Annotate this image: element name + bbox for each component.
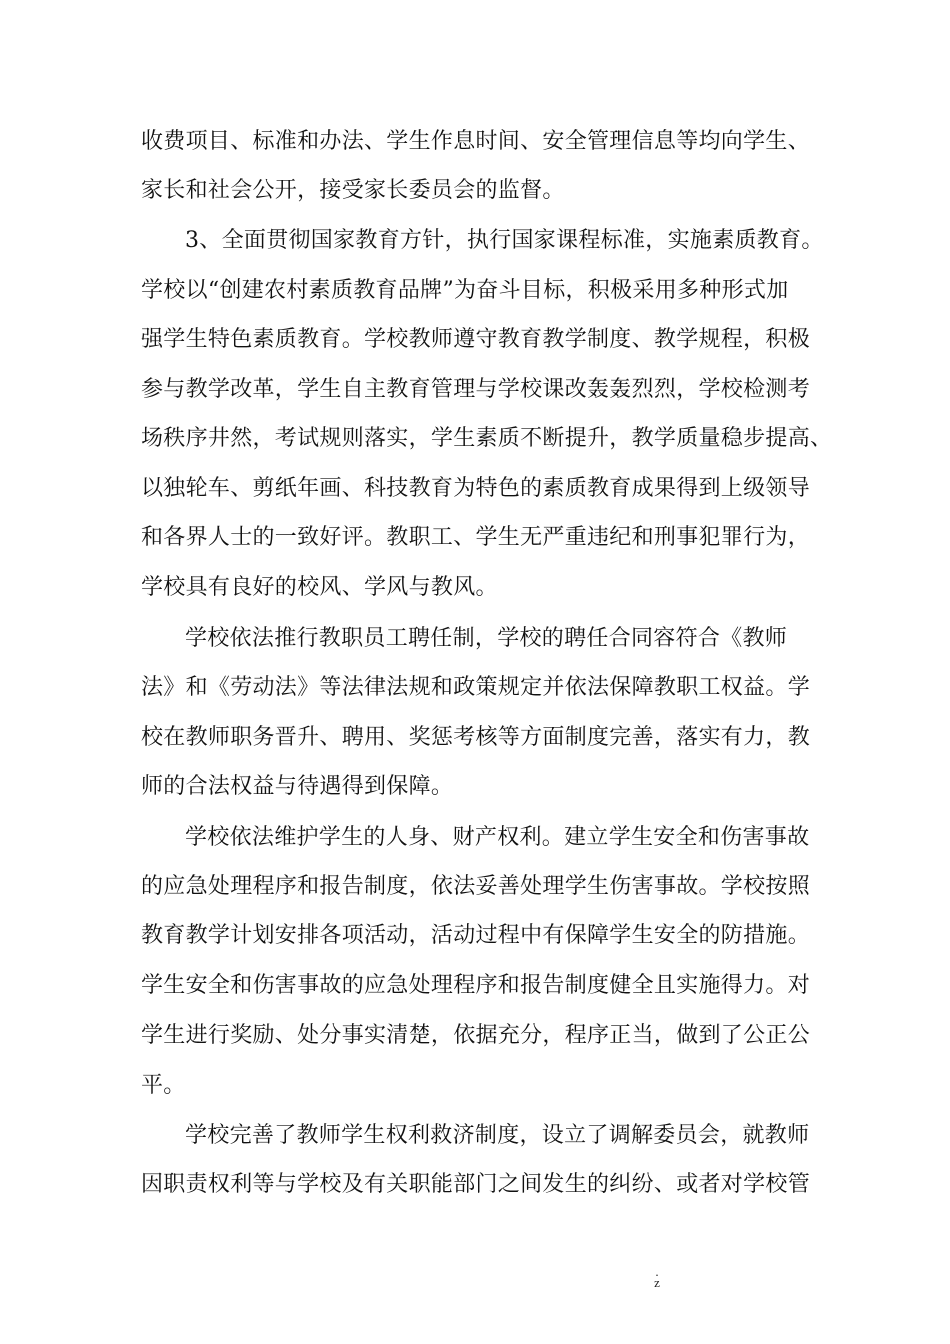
page-footer bbox=[647, 1264, 667, 1290]
text-line: 收费项目、标准和办法、学生作息时间、安全管理信息等均向学生、 bbox=[141, 129, 811, 154]
text-line: 教育教学计划安排各项活动，活动过程中有保障学生安全的防措施。 bbox=[141, 923, 811, 948]
text-line: 家长和社会公开，接受家长委员会的监督。 bbox=[141, 178, 565, 203]
text-line: 平。 bbox=[141, 1073, 186, 1098]
paragraph-start-line: 学校依法维护学生的人身、财产权利。建立学生安全和伤害事故 bbox=[185, 825, 810, 850]
text-line: 的应急处理程序和报告制度，依法妥善处理学生伤害事故。学校按照 bbox=[141, 874, 811, 899]
paragraph-start-line: 学校依法推行教职员工聘任制，学校的聘任合同容符合《教师 bbox=[185, 626, 788, 651]
text-line: 校在教师职务晋升、聘用、奖惩考核等方面制度完善，落实有力，教 bbox=[141, 725, 811, 750]
text-line: 和各界人士的一致好评。教职工、学生无严重违纪和刑事犯罪行为， bbox=[141, 525, 811, 550]
text-line: 师的合法权益与待遇得到保障。 bbox=[141, 774, 454, 799]
paragraph-start-line: 学校完善了教师学生权利救济制度，设立了调解委员会，就教师 bbox=[185, 1123, 810, 1148]
footer-dot: . bbox=[655, 1264, 659, 1279]
text-line: 参与教学改革，学生自主教育管理与学校课改轰轰烈烈，学校检测考 bbox=[141, 377, 811, 402]
text-line: 法》和《劳动法》等法律法规和政策规定并依法保障教职工权益。学 bbox=[141, 675, 811, 700]
text-line: 因职责权利等与学校及有关职能部门之间发生的纠纷、或者对学校管 bbox=[141, 1172, 811, 1197]
text-line: 强学生特色素质教育。学校教师遵守教育教学制度、教学规程，积极 bbox=[141, 327, 811, 352]
paragraph-start-line: 3、全面贯彻国家教育方针，执行国家课程标准，实施素质教育。 bbox=[185, 228, 824, 253]
text-line: 学生安全和伤害事故的应急处理程序和报告制度健全且实施得力。对 bbox=[141, 973, 811, 998]
text-line: 以独轮车、剪纸年画、科技教育为特色的素质教育成果得到上级领导 bbox=[141, 476, 811, 501]
footer-mark: z bbox=[654, 1275, 660, 1290]
text-line: 场秩序井然，考试规则落实，学生素质不断提升，教学质量稳步提高、 bbox=[141, 426, 833, 451]
text-line: 学校以“创建农村素质教育品牌”为奋斗目标，积极采用多种形式加 bbox=[141, 278, 789, 303]
text-line: 学生进行奖励、处分事实清楚，依据充分，程序正当，做到了公正公 bbox=[141, 1023, 811, 1048]
text-line: 学校具有良好的校风、学风与教风。 bbox=[141, 575, 498, 600]
